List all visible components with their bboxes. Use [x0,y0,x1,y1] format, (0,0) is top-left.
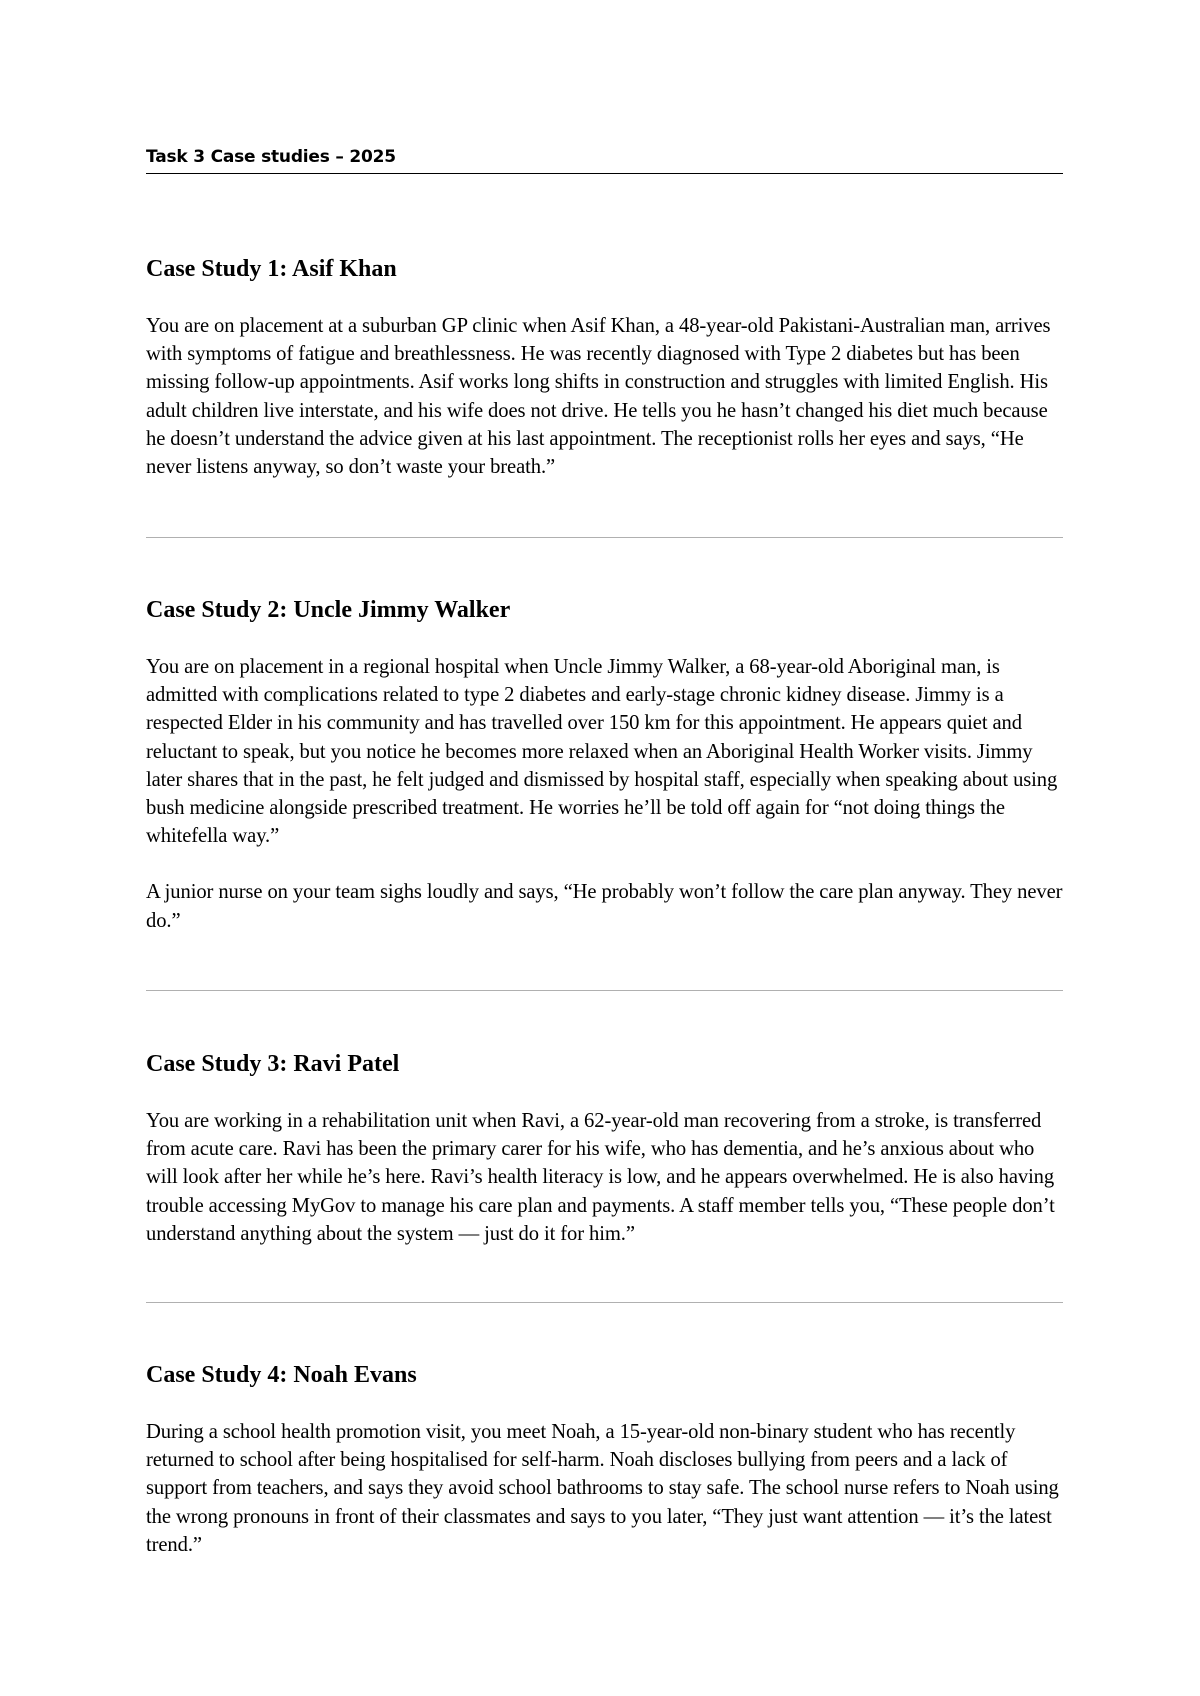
case-study-title: Case Study 4: Noah Evans [146,1362,417,1388]
case-study-2 [146,595,1063,935]
case-study-paragraph: You are working in a rehabilitation unit when Ravi, a 62-year-old man recovering from a stroke, is transferred from acute care. Ravi has been the primary carer for his wife, who has dementia, and he’s anxious about who will look after her while he’s here. Ravi’s health literacy is low, and he appears overwhelmed. He is also having trouble accessing MyGov to manage his care plan and payments. A staff member tells you, “These people don’t understand anything about the system — just do it for him.” [146,1110,1055,1245]
case-study-title: Case Study 1: Asif Khan [146,256,397,282]
section-divider [146,1302,1063,1303]
case-study-title: Case Study 3: Ravi Patel [146,1051,400,1077]
case-study-paragraph: During a school health promotion visit, you meet Noah, a 15-year-old non-binary student who has recently returned to school after being hospitalised for self-harm. Noah discloses bullying from peers and a lack of support from teachers, and says they avoid school bathrooms to stay safe. The school nurse refers to Noah using the wrong pronouns in front of their classmates and says to you later, “They just want attention — it’s the latest trend.” [146,1421,1059,1556]
case-study-body [146,1107,1063,1248]
header-title: Task 3 Case studies – 2025 [146,147,396,167]
case-study-paragraph: You are on placement in a regional hospital when Uncle Jimmy Walker, a 68-year-old Aboriginal man, is admitted with complications related to type 2 diabetes and early-stage chronic kidney disease. Jimmy is a respected Elder in his community and has travelled over 150 km for this appointment. He appears quiet and reluctant to speak, but you notice he becomes more relaxed when an Aboriginal Health Worker visits. Jimmy later shares that in the past, he felt judged and dismissed by hospital staff, especially when speaking about using bush medicine alongside prescribed treatment. He worries he’ll be told off again for “not doing things the whitefella way.” [146,656,1058,848]
case-study-paragraph: A junior nurse on your team sighs loudly and says, “He probably won’t follow the care plan anyway. They never do.” [146,881,1063,932]
case-study-title: Case Study 2: Uncle Jimmy Walker [146,597,511,623]
section-divider [146,990,1063,991]
case-study-4 [146,1360,1063,1559]
case-study-body [146,653,1063,935]
section-divider [146,537,1063,538]
case-study-paragraph: You are on placement at a suburban GP clinic when Asif Khan, a 48-year-old Pakistani-Australian man, arrives with symptoms of fatigue and breathlessness. He was recently diagnosed with Type 2 diabetes but has been missing follow-up appointments. Asif works long shifts in construction and struggles with limited English. His adult children live interstate, and his wife does not drive. He tells you he hasn’t changed his diet much because he doesn’t understand the advice given at his last appointment. The receptionist rolls her eyes and says, “He never listens anyway, so don’t waste your breath.” [146,315,1051,479]
case-study-1 [146,254,1063,481]
case-study-3 [146,1049,1063,1248]
case-study-body [146,312,1063,481]
page-header [146,146,1063,174]
case-study-body [146,1418,1063,1559]
